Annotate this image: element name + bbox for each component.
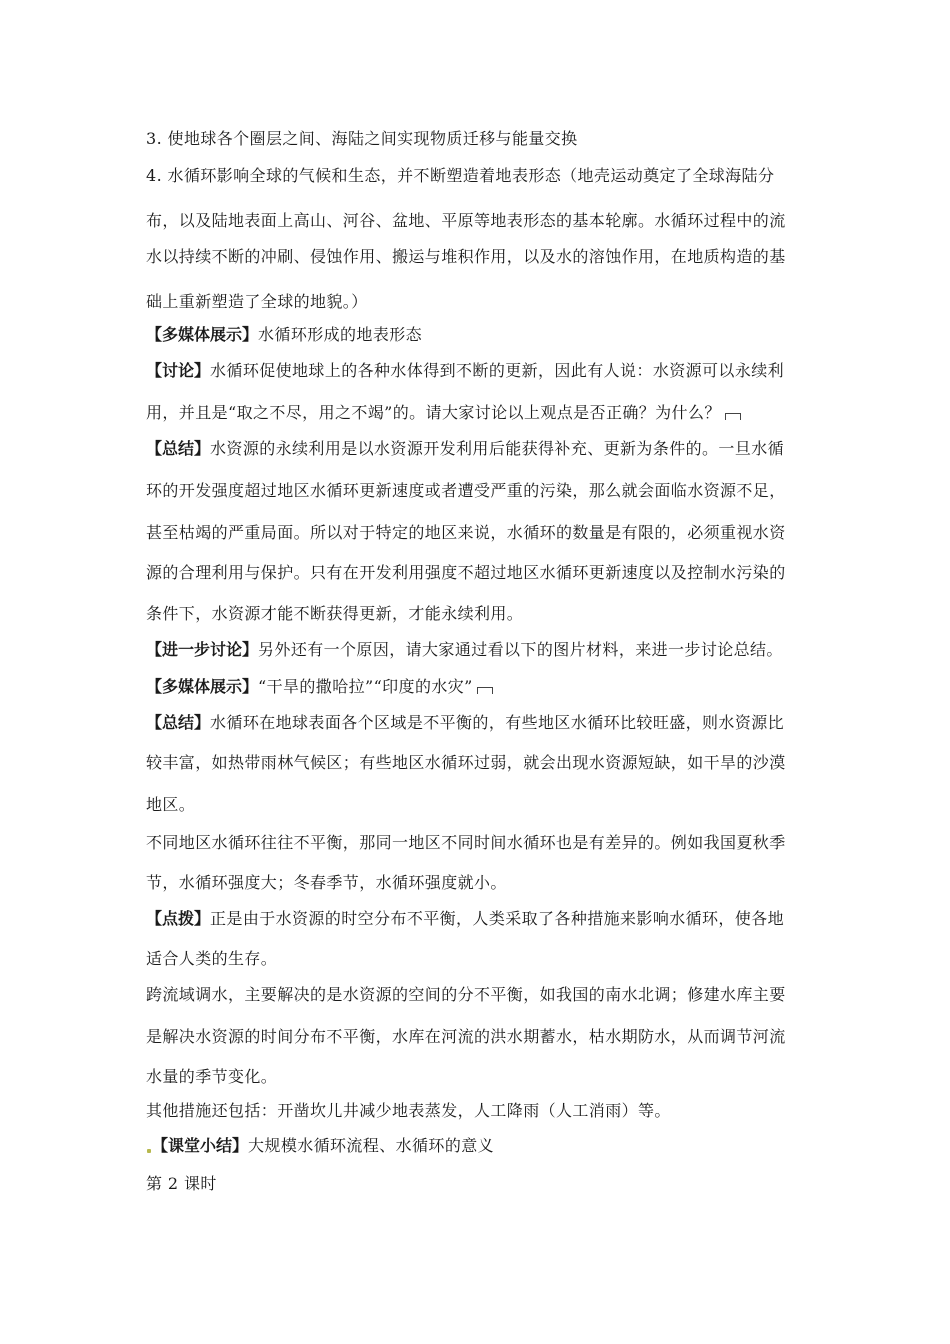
class-summary-tag: 【课堂小结】 <box>152 1136 249 1155</box>
media-display-line-1 <box>146 322 422 345</box>
summary-text: 水循环在地球表面各个区域是不平衡的，有些地区水循环比较旺盛，则水资源比 <box>210 713 785 732</box>
text-line-item3: 3. 使地球各个圈层之间、海陆之间实现物质迁移与能量交换 <box>146 129 578 148</box>
mark-dot-icon <box>147 1149 151 1153</box>
text-line: 础上重新塑造了全球的地貌。） <box>146 292 368 311</box>
further-discussion-tag: 【进一步讨论】 <box>146 640 259 659</box>
summary-text: 水资源的永续利用是以水资源开发利用后能获得补充、更新为条件的。一旦水循 <box>210 439 785 458</box>
further-discussion-line <box>146 637 783 660</box>
text-line: 环的开发强度超过地区水循环更新速度或者遭受严重的污染，那么就会面临水资源不足， <box>146 481 786 500</box>
discussion-text: 水循环促使地球上的各种水体得到不断的更新，因此有人说：水资源可以永续利 <box>210 361 785 380</box>
text-line: 适合人类的生存。 <box>146 949 278 968</box>
summary-line-2 <box>146 710 784 733</box>
text-line: 不同地区水循环往往不平衡，那同一地区不同时间水循环也是有差异的。例如我国夏秋季 <box>146 833 786 852</box>
summary-tag: 【总结】 <box>146 713 211 732</box>
class-summary-text: 大规模水循环流程、水循环的意义 <box>248 1136 495 1155</box>
media-display-line-2 <box>146 674 493 697</box>
text-line: 其他措施还包括：开凿坎儿井减少地表蒸发，人工降雨（人工消雨）等。 <box>146 1101 671 1120</box>
summary-line-1 <box>146 436 784 459</box>
hint-tag: 【点拨】 <box>146 909 211 928</box>
media-display-text: 水循环形成的地表形态 <box>258 325 423 344</box>
further-discussion-text: 另外还有一个原因，请大家通过看以下的图片材料，来进一步讨论总结。 <box>258 640 783 659</box>
text-line: 跨流域调水，主要解决的是水资源的空间的分不平衡，如我国的南水北调；修建水库主要 <box>146 985 786 1004</box>
discussion-line <box>146 358 784 381</box>
media-display-text: “干旱的撒哈拉”“印度的水灾” <box>258 677 473 696</box>
text-line: 是解决水资源的时间分布不平衡，水库在河流的洪水期蓄水，枯水期防水，从而调节河流 <box>146 1027 786 1046</box>
text-line: 地区。 <box>146 795 196 814</box>
class-summary-line <box>146 1133 494 1156</box>
text-line: 源的合理利用与保护。只有在开发利用强度不超过地区水循环更新速度以及控制水污染的 <box>146 563 786 582</box>
text-line: 水以持续不断的冲刷、侵蚀作用、搬运与堆积作用，以及水的溶蚀作用，在地质构造的基 <box>146 247 786 266</box>
media-display-tag: 【多媒体展示】 <box>146 677 259 696</box>
media-display-tag: 【多媒体展示】 <box>146 325 259 344</box>
discussion-tag: 【讨论】 <box>146 361 211 380</box>
summary-tag: 【总结】 <box>146 439 211 458</box>
discussion-text-cont: 用，并且是“取之不尽，用之不竭”的。请大家讨论以上观点是否正确？为什么？ <box>146 403 721 422</box>
text-line: 布，以及陆地表面上高山、河谷、盆地、平原等地表形态的基本轮廓。水循环过程中的流 <box>146 211 786 230</box>
hint-text: 正是由于水资源的时空分布不平衡，人类采取了各种措施来影响水循环，使各地 <box>210 909 785 928</box>
edit-mark-icon <box>477 687 493 694</box>
text-line-item4: 4. 水循环影响全球的气候和生态，并不断塑造着地表形态（地壳运动奠定了全球海陆分 <box>146 166 775 185</box>
edit-mark-icon <box>725 413 741 420</box>
text-line <box>146 400 741 423</box>
hint-line <box>146 906 784 929</box>
text-line: 条件下，水资源才能不断获得更新，才能永续利用。 <box>146 604 524 623</box>
text-line: 甚至枯竭的严重局面。所以对于特定的地区来说，水循环的数量是有限的，必须重视水资 <box>146 523 786 542</box>
text-line: 较丰富，如热带雨林气候区；有些地区水循环过弱，就会出现水资源短缺，如干旱的沙漠 <box>146 753 786 772</box>
text-line: 节，水循环强度大；冬春季节，水循环强度就小。 <box>146 873 507 892</box>
lesson-heading: 第 2 课时 <box>146 1174 217 1193</box>
text-line: 水量的季节变化。 <box>146 1067 278 1086</box>
